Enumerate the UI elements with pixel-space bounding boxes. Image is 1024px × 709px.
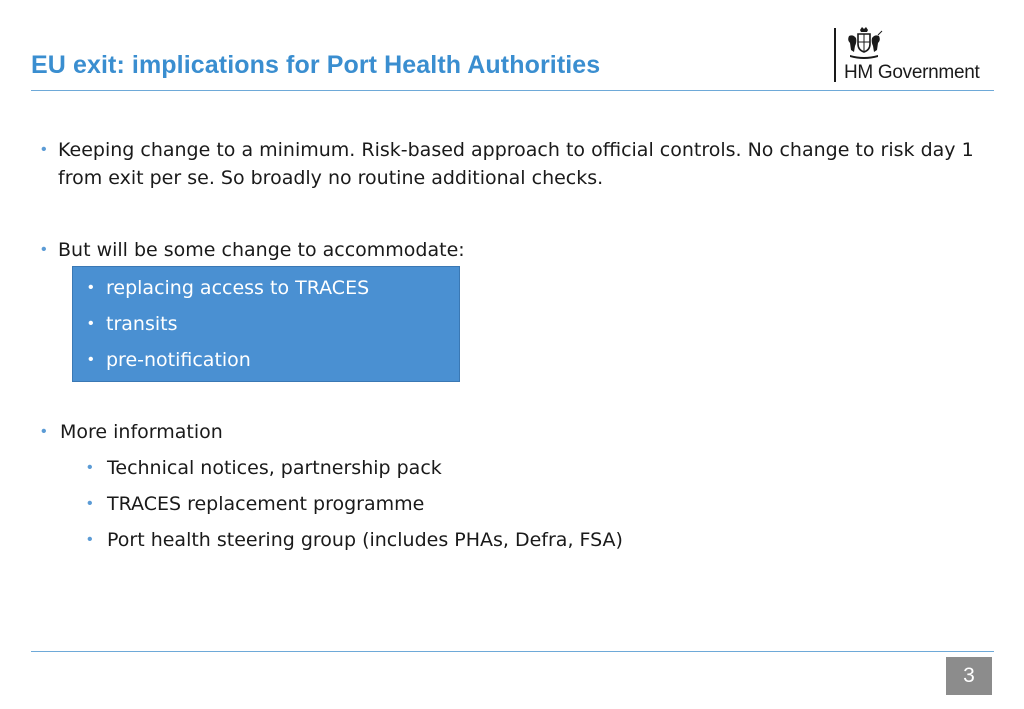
header-divider bbox=[31, 90, 994, 91]
sub-bullet-technical-notices: Technical notices, partnership pack bbox=[107, 457, 442, 479]
slide-title: EU exit: implications for Port Health Authorities bbox=[31, 51, 601, 79]
bullet-some-change: But will be some change to accommodate: bbox=[58, 239, 465, 261]
bullet-dot-icon: • bbox=[41, 241, 47, 258]
bullet-dot-icon: • bbox=[88, 279, 94, 296]
bullet-dot-icon: • bbox=[88, 315, 94, 332]
bullet-dot-icon: • bbox=[87, 495, 93, 512]
logo-divider bbox=[834, 28, 836, 82]
bullet-more-information: More information bbox=[60, 421, 223, 443]
bullet-dot-icon: • bbox=[41, 423, 47, 440]
sub-bullet-traces-replacement: TRACES replacement programme bbox=[107, 493, 425, 515]
logo-text: HM Government bbox=[844, 62, 980, 83]
highlight-item-traces: replacing access to TRACES bbox=[106, 277, 370, 299]
highlight-item-pre-notification: pre-notification bbox=[106, 349, 251, 371]
bullet-dot-icon: • bbox=[87, 531, 93, 548]
bullet-keeping-change: Keeping change to a minimum. Risk-based approach to official controls. No change to risk day 1 from exit per se. So broadly no routine additional checks. bbox=[58, 139, 974, 189]
sub-bullet-steering-group: Port health steering group (includes PHAs, Defra, FSA) bbox=[107, 529, 623, 551]
royal-coat-of-arms-icon bbox=[845, 26, 883, 60]
highlight-item-transits: transits bbox=[106, 313, 178, 335]
footer-divider bbox=[31, 651, 994, 652]
bullet-dot-icon: • bbox=[87, 459, 93, 476]
bullet-dot-icon: • bbox=[41, 141, 47, 158]
hm-government-logo bbox=[834, 26, 998, 84]
page-number-badge: 3 bbox=[946, 657, 992, 695]
bullet-dot-icon: • bbox=[88, 351, 94, 368]
highlight-box bbox=[72, 266, 460, 382]
